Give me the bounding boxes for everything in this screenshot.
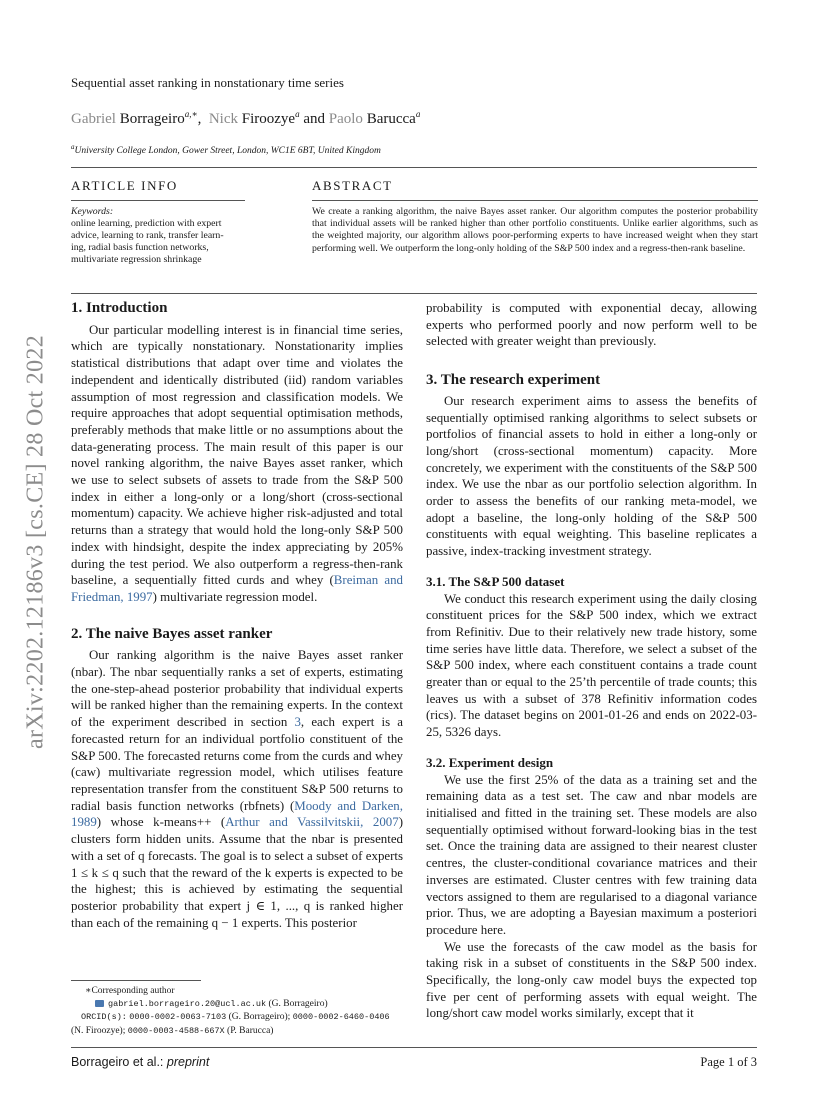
paragraph: probability is computed with exponential decay, allowing experts who performed poorly and now perform well to be selected with greater weight than previously. bbox=[426, 301, 757, 349]
section-heading-research-experiment: 3. The research experiment bbox=[426, 372, 601, 389]
citation-link[interactable]: Arthur and Vassilvitskii, 2007 bbox=[225, 815, 399, 830]
email-link[interactable]: gabriel.borrageiro.20@ucl.ac.uk bbox=[108, 999, 267, 1010]
divider bbox=[71, 167, 757, 168]
abstract-text: We create a ranking algorithm, the naive Bayes asset ranker. Our algorithm computes the posterior probability that individual assets will be ranked higher than other portfolio constituents. Unlike earlier algorithms, such as the weighted majority, our algorithm allows poor-performing experts to have increased weight when they start performing well. We outperform the long-only holding of the S&P 500 index and a regress-then-rank baseline. bbox=[312, 206, 758, 254]
divider bbox=[71, 1047, 757, 1048]
subsection-heading-dataset: 3.1. The S&P 500 dataset bbox=[426, 573, 565, 589]
author-list: Gabriel Borrageiro$^{a,∗}$, Nick Firoozye$^a$ and Paolo Barucca$^a$ bbox=[71, 109, 421, 127]
section-heading-naive-bayes: 2. The naive Bayes asset ranker bbox=[71, 625, 273, 642]
paragraph: We use the forecasts of the caw model as the basis for taking risk in a subset of constituents in the S&P 500 index. Specifically, the long-only caw model buys the expected top five per cent of performing assets with equal weight. The long/short caw model works similarly, except that it bbox=[426, 939, 757, 1021]
paragraph: Our research experiment aims to assess the benefits of sequentially optimised ranking algorithms to select subsets or portfolios of financial assets to hold in either a long-only or long/short (cross-sectional momentum) capacity. More concretely, we experiment with the constituents of the S&P 500 index. We use the nbar as our portfolio selection algorithm. In order to assess the benefits of our ranking meta-model, we adopt a baseline, the long-only holding of the S&P 500 constituents with equal weighting. This baseline replicates a passive, index-tracking investment strategy. bbox=[426, 393, 757, 559]
footnote bbox=[71, 980, 411, 1038]
divider bbox=[312, 200, 758, 201]
keyword-line: online learning, prediction with expert bbox=[71, 218, 222, 229]
orcid-link[interactable]: 0000-0003-4588-667X bbox=[127, 1025, 225, 1036]
orcid-link[interactable]: 0000-0002-6460-0406 bbox=[292, 1012, 390, 1023]
affiliation: $^a$University College London, Gower Street, London, WC1E 6BT, United Kingdom bbox=[71, 143, 381, 157]
envelope-icon bbox=[95, 1000, 104, 1007]
section-heading-introduction: 1. Introduction bbox=[71, 300, 168, 316]
author-3[interactable]: Paolo Barucca$^a$ bbox=[328, 109, 421, 127]
paragraph: We conduct this research experiment using the daily closing constituent prices for the S&P 500 index, which we extract from Refinitiv. Due to their relatively new trade history, some time series have little data. Therefore, we select a subset of the S&P 500 index, where each constituent contains a trade count greater than or equal to the 25’th percentile of trade counts; this leaves us with a subset of 378 Refinitiv information codes (rics). The dataset begins on 2001-01-26 and ends on 2022-03-25, 5326 days. bbox=[426, 591, 757, 740]
keyword-line: multivariate regression shrinkage bbox=[71, 254, 202, 265]
citation-link[interactable]: Breiman and Friedman, 1997 bbox=[71, 573, 403, 604]
orcid-link[interactable]: 0000-0002-0063-7103 bbox=[129, 1012, 227, 1023]
arxiv-identifier[interactable]: arXiv:2202.12186v3 [cs.CE] 28 Oct 2022 bbox=[22, 334, 49, 750]
page-number: Page 1 of 3 bbox=[700, 1055, 757, 1069]
corresponding-author-note: ∗Corresponding author bbox=[85, 986, 175, 996]
author-conjunction: and bbox=[303, 111, 326, 127]
paragraph: Our ranking algorithm is the naive Bayes asset ranker (nbar). The nbar sequentially ranks a set of experts, estimating the one-step-ahead posterior probability that individual experts will be ranked higher than the remaining experts. In the context of the experiment described in section 3, each expert is a forecasted return for an individual portfolio constituent of the S&P 500. The forecasted returns come from the curds and whey (caw) multivariate regression model, which utilises feature representation transfer from the constituent S&P 500 returns to radial basis function networks (rbfnets) (Moody and Darken, 1989) whose k-means++ (Arthur and Vassilvitskii, 2007) clusters form hidden units. Assume that the nbar is presented with a set of q forecasts. The goal is to select a subset of experts 1 ≤ k ≤ q such that the reward of the k experts is expected to be the highest; this is achieved by estimating the sequential posterior probability that expert j ∈ 1, ..., q is ranked higher than each of the remaining q − 1 experts. This posterior bbox=[71, 648, 403, 930]
right-column bbox=[426, 300, 757, 1022]
keyword-line: ing, radial basis function networks, bbox=[71, 242, 209, 253]
author-1[interactable]: Gabriel Borrageiro$^{a,∗}$ bbox=[71, 109, 198, 127]
running-title: Sequential asset ranking in nonstationary time series bbox=[71, 75, 344, 90]
section-ref-link[interactable]: 3 bbox=[294, 715, 301, 730]
paragraph: Our particular modelling interest is in financial time series, which are typically nonstationary. Nonstationarity implies statistical distributions that adapt over time and violates the independent and identically distributed (iid) random variables assumption of most regression and classification models. We require approaches that adopt sequential optimisation methods, preferably methods that make little or no assumptions about the data-generating process. The main result of this paper is our novel ranking algorithm, the naive Bayes asset ranker, which we use to select subsets of assets to trade from the S&P 500 index in either a long-only or a long/short (cross-sectional momentum) capacity. We achieve higher risk-adjusted and total returns than a strategy that would hold the long-only S&P 500 index with hindsight, despite the index appreciating by 205% during the test period. We also outperform a regress-then-rank baseline, a sequentially fitted curds and whey (Breiman and Friedman, 1997) multivariate regression model. bbox=[71, 322, 403, 604]
orcid-line: (N. Firoozye); 0000-0003-4588-667X (P. Barucca) bbox=[71, 1025, 274, 1036]
divider bbox=[71, 293, 757, 294]
divider bbox=[71, 200, 245, 201]
abstract-heading: ABSTRACT bbox=[312, 178, 393, 193]
orcid-line: ORCID(s): 0000-0002-0063-7103 (G. Borrageiro); 0000-0002-6460-0406 bbox=[81, 1012, 390, 1023]
author-2[interactable]: Nick Firoozye$^a$ bbox=[208, 109, 300, 127]
subsection-heading-design: 3.2. Experiment design bbox=[426, 754, 554, 770]
page-footer-left: Borrageiro et al.: preprint bbox=[71, 1055, 210, 1069]
paragraph: We use the first 25% of the data as a training set and the remaining data as a test set. The caw and nbar models are initialised and fitted in the training set. These models are also sequentially optimised without forward-looking bias in the test set. Once the training data are assigned to their nearest cluster centres, the cluster-conditional covariance matrices and their inverses are estimated. Cluster centres with few training data vectors assigned to them are regularised to a diagonal variance prior. Thus, we are adopting a Bayesian maximum a posteriori procedure here. bbox=[426, 772, 757, 937]
email-line: gabriel.borrageiro.20@ucl.ac.uk (G. Borrageiro) bbox=[71, 998, 411, 1011]
keywords-label: Keywords: bbox=[71, 206, 114, 217]
citation-link[interactable]: Moody and Darken, 1989 bbox=[71, 798, 403, 830]
article-info-heading: ARTICLE INFO bbox=[71, 178, 178, 193]
footnote-rule bbox=[71, 980, 201, 981]
keyword-line: advice, learning to rank, transfer learn- bbox=[71, 230, 224, 241]
keywords-block bbox=[71, 206, 245, 266]
left-column bbox=[71, 300, 403, 931]
